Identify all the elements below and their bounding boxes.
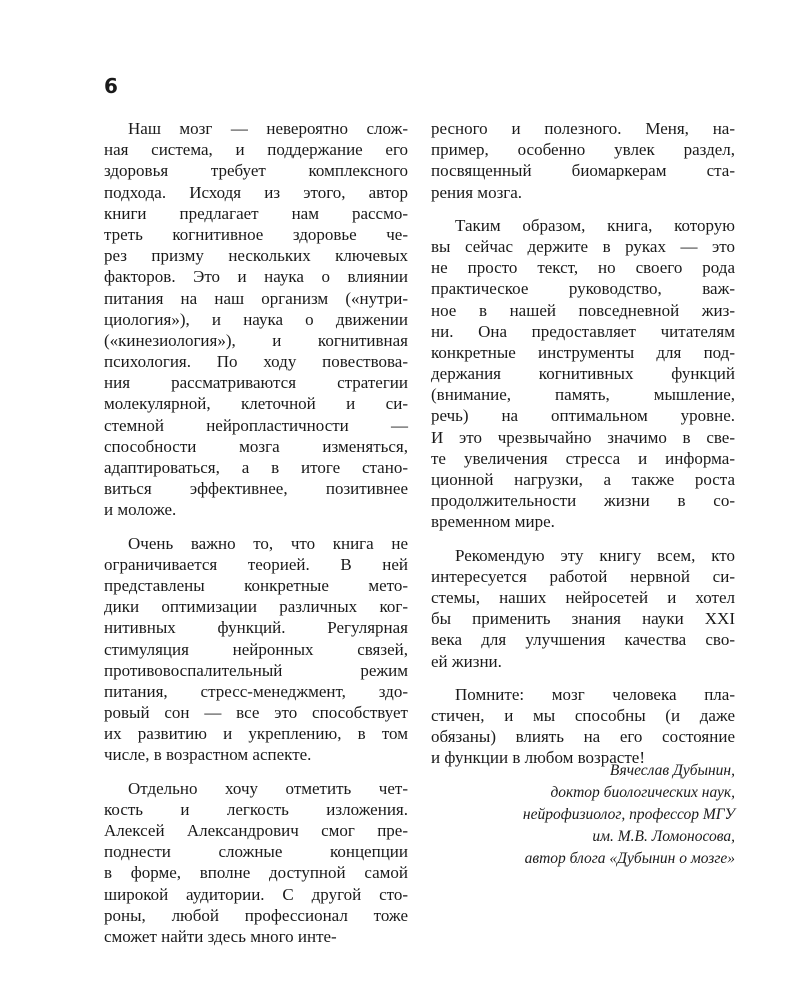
text-line: ционной нагрузки, а также роста (431, 470, 735, 489)
signature-block (431, 760, 735, 870)
text-line: и функции в любом возрасте! (431, 748, 645, 768)
text-line: Рекомендую эту книгу всем, кто (455, 545, 735, 565)
text-line: Наш мозг — невероятно слож- (128, 119, 408, 138)
text-line: рез призму нескольких ключевых (104, 246, 408, 266)
text-line: питания, стресс-менеджмент, здо- (104, 681, 408, 701)
paragraph (104, 118, 408, 521)
text-line: те увеличения стресса и информа- (431, 448, 735, 468)
text-line: И это чрезвычайно значимо в све- (431, 427, 735, 447)
text-line: ная система, и поддержание его (104, 140, 408, 160)
text-line: ровый сон — все это способствует (104, 703, 408, 723)
text-line: продолжительности жизни в со- (431, 491, 735, 511)
text-line: ресного и полезного. Меня, на- (431, 119, 735, 138)
page-number: 6 (104, 74, 118, 98)
text-line: ни. Она предоставляет читателям (431, 321, 735, 341)
text-line: стемы, наших нейросетей и хотел (431, 587, 735, 607)
text-line: факторов. Это и наука о влиянии (104, 267, 408, 287)
text-line: практическое руководство, важ- (431, 279, 735, 299)
text-line: способности мозга изменяться, (104, 436, 408, 456)
signature-position: нейрофизиолог, профессор МГУ (522, 806, 735, 823)
text-line: циология»), и наука о движении (104, 309, 408, 329)
text-line: пример, особенно увлек раздел, (431, 140, 735, 160)
right-column (431, 118, 735, 768)
text-line: Таким образом, книга, которую (455, 215, 735, 235)
paragraph-gap (104, 521, 408, 533)
paragraph (431, 215, 735, 533)
signature-university: им. М.В. Ломоносова, (592, 828, 735, 845)
text-line: молекулярной, клеточной и си- (104, 394, 408, 414)
signature-degree: доктор биологических наук, (550, 784, 735, 801)
text-line: Алексей Александрович смог пре- (104, 821, 408, 840)
text-line: стемной нейропластичности — (104, 415, 408, 435)
paragraph-gap (431, 533, 735, 545)
text-line: противовоспалительный режим (104, 660, 408, 680)
text-line: широкой аудитории. С другой сто- (104, 884, 408, 904)
text-line: поднести сложные концепции (104, 842, 408, 862)
text-line: ния рассматриваются стратегии (104, 373, 408, 393)
text-line: здоровья требует комплексного (104, 161, 408, 181)
text-line: бы применить знания науки XXI (431, 609, 735, 629)
text-line: посвященный биомаркерам ста- (431, 161, 735, 181)
text-line: роны, любой профессионал тоже (104, 905, 408, 925)
text-line: и моложе. (104, 500, 177, 520)
paragraph (104, 533, 408, 766)
text-line: Очень важно то, что книга не (128, 533, 408, 553)
signature-blog: автор блога «Дубынин о мозге» (524, 850, 735, 867)
text-line: стичен, и мы способны (и даже (431, 705, 735, 725)
text-line: треть когнитивное здоровье че- (104, 224, 408, 244)
paragraph (431, 545, 735, 672)
left-column (104, 118, 408, 947)
signature-name: Вячеслав Дубынин, (609, 762, 735, 779)
text-line: числе, в возрастном аспекте. (104, 745, 312, 765)
text-line: представлены конкретные мето- (104, 575, 408, 595)
text-line: в форме, вполне доступной самой (104, 863, 408, 883)
text-line: века для улучшения качества сво- (431, 630, 735, 650)
text-line: ей жизни. (431, 651, 502, 671)
text-line: (внимание, память, мышление, (431, 385, 735, 405)
text-line: адаптироваться, а в итоге стано- (104, 458, 408, 477)
paragraph (104, 778, 408, 948)
text-line: дики оптимизации различных ког- (104, 597, 408, 617)
text-line: Помните: мозг человека пла- (455, 684, 735, 704)
text-line: ограничивается теорией. В ней (104, 554, 408, 574)
text-line: питания на наш организм («нутри- (104, 288, 408, 308)
paragraph (431, 684, 735, 769)
text-line: Отдельно хочу отметить чет- (128, 778, 408, 798)
text-line: рения мозга. (431, 182, 523, 202)
text-line: подхода. Исходя из этого, автор (104, 182, 408, 202)
paragraph-gap (104, 766, 408, 778)
paragraph-gap (431, 672, 735, 684)
text-line: стимуляция нейронных связей, (104, 639, 408, 659)
text-line: ное в нашей повседневной жиз- (431, 300, 735, 320)
text-line: виться эффективнее, позитивнее (104, 479, 408, 499)
text-line: кость и легкость изложения. (104, 799, 408, 819)
paragraph (431, 118, 735, 203)
text-line: интересуется работой нервной си- (431, 566, 735, 586)
text-line: нитивных функций. Регулярная (104, 618, 408, 638)
text-line: временном мире. (431, 512, 555, 532)
text-line: вы сейчас держите в руках — это (431, 236, 735, 256)
text-line: («кинезиология»), и когнитивная (104, 330, 408, 350)
text-line: не просто текст, но своего рода (431, 258, 735, 278)
text-line: психология. По ходу повествова- (104, 352, 408, 372)
text-line: держания когнитивных функций (431, 364, 735, 384)
text-line: конкретные инструменты для под- (431, 342, 735, 362)
text-line: их развитию и укреплению, в том (104, 724, 408, 744)
text-line: сможет найти здесь много инте- (104, 926, 337, 946)
text-line: книги предлагает нам рассмо- (104, 203, 408, 223)
text-line: обязаны) влиять на его состояние (431, 727, 735, 747)
text-line: речь) на оптимальном уровне. (431, 406, 735, 426)
paragraph-gap (431, 203, 735, 215)
